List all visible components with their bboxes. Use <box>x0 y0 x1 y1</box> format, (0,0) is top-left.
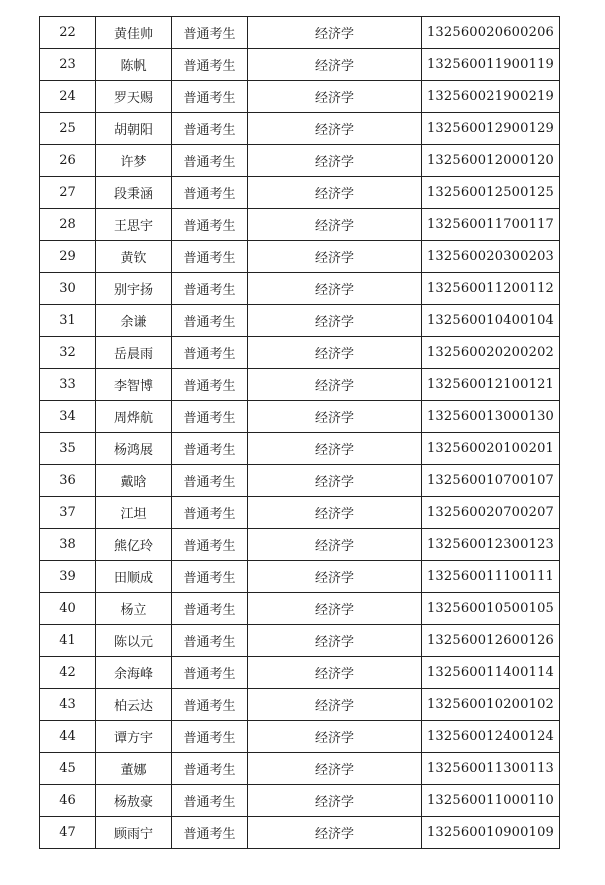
table-row <box>40 593 560 625</box>
major-name-cell: 经济学 <box>248 465 422 497</box>
major-name-cell: 经济学 <box>248 369 422 401</box>
row-number-cell: 22 <box>40 17 96 49</box>
row-number-cell: 37 <box>40 497 96 529</box>
major-name-cell: 经济学 <box>248 625 422 657</box>
candidate-id-cell: 132560011200112 <box>422 273 560 305</box>
candidate-type-cell: 普通考生 <box>172 689 248 721</box>
major-name-cell: 经济学 <box>248 721 422 753</box>
candidate-type-cell: 普通考生 <box>172 337 248 369</box>
candidate-name-cell: 杨鸿展 <box>96 433 172 465</box>
row-number-cell: 41 <box>40 625 96 657</box>
row-number-cell: 25 <box>40 113 96 145</box>
candidate-type-cell: 普通考生 <box>172 721 248 753</box>
candidate-id-cell: 132560020200202 <box>422 337 560 369</box>
major-name-cell: 经济学 <box>248 241 422 273</box>
major-name-cell: 经济学 <box>248 433 422 465</box>
candidate-name-cell: 杨敖豪 <box>96 785 172 817</box>
candidate-type-cell: 普通考生 <box>172 785 248 817</box>
row-number-cell: 28 <box>40 209 96 241</box>
candidate-type-cell: 普通考生 <box>172 625 248 657</box>
candidate-id-cell: 132560021900219 <box>422 81 560 113</box>
candidate-id-cell: 132560010400104 <box>422 305 560 337</box>
major-name-cell: 经济学 <box>248 337 422 369</box>
row-number-cell: 33 <box>40 369 96 401</box>
candidate-name-cell: 许梦 <box>96 145 172 177</box>
table-row <box>40 17 560 49</box>
major-name-cell: 经济学 <box>248 49 422 81</box>
candidate-type-cell: 普通考生 <box>172 433 248 465</box>
candidate-name-cell: 李智博 <box>96 369 172 401</box>
candidate-id-cell: 132560011300113 <box>422 753 560 785</box>
candidate-id-cell: 132560011000110 <box>422 785 560 817</box>
candidate-type-cell: 普通考生 <box>172 17 248 49</box>
major-name-cell: 经济学 <box>248 593 422 625</box>
candidate-name-cell: 胡朝阳 <box>96 113 172 145</box>
major-name-cell: 经济学 <box>248 401 422 433</box>
table-row <box>40 817 560 849</box>
table-row <box>40 145 560 177</box>
table-row <box>40 657 560 689</box>
candidate-name-cell: 余海峰 <box>96 657 172 689</box>
candidate-type-cell: 普通考生 <box>172 81 248 113</box>
row-number-cell: 24 <box>40 81 96 113</box>
candidate-type-cell: 普通考生 <box>172 529 248 561</box>
candidate-name-cell: 柏云达 <box>96 689 172 721</box>
candidate-id-cell: 132560011100111 <box>422 561 560 593</box>
candidate-type-cell: 普通考生 <box>172 657 248 689</box>
candidate-name-cell: 罗天赐 <box>96 81 172 113</box>
candidate-name-cell: 别宇扬 <box>96 273 172 305</box>
candidate-type-cell: 普通考生 <box>172 49 248 81</box>
major-name-cell: 经济学 <box>248 177 422 209</box>
candidate-name-cell: 黄佳帅 <box>96 17 172 49</box>
candidate-id-cell: 132560020700207 <box>422 497 560 529</box>
row-number-cell: 35 <box>40 433 96 465</box>
candidate-type-cell: 普通考生 <box>172 753 248 785</box>
row-number-cell: 23 <box>40 49 96 81</box>
candidate-name-cell: 戴晗 <box>96 465 172 497</box>
candidate-type-cell: 普通考生 <box>172 241 248 273</box>
row-number-cell: 31 <box>40 305 96 337</box>
candidate-id-cell: 132560012100121 <box>422 369 560 401</box>
candidate-name-cell: 黄钦 <box>96 241 172 273</box>
candidate-type-cell: 普通考生 <box>172 817 248 849</box>
table-row <box>40 113 560 145</box>
table-row <box>40 561 560 593</box>
candidate-id-cell: 132560010500105 <box>422 593 560 625</box>
candidate-name-cell: 董娜 <box>96 753 172 785</box>
candidate-id-cell: 132560010700107 <box>422 465 560 497</box>
candidate-name-cell: 周烨航 <box>96 401 172 433</box>
candidate-id-cell: 132560012000120 <box>422 145 560 177</box>
row-number-cell: 39 <box>40 561 96 593</box>
major-name-cell: 经济学 <box>248 753 422 785</box>
major-name-cell: 经济学 <box>248 209 422 241</box>
major-name-cell: 经济学 <box>248 689 422 721</box>
candidate-id-cell: 132560012600126 <box>422 625 560 657</box>
row-number-cell: 42 <box>40 657 96 689</box>
candidate-type-cell: 普通考生 <box>172 369 248 401</box>
candidate-name-cell: 陈帆 <box>96 49 172 81</box>
table-row <box>40 433 560 465</box>
candidate-id-cell: 132560020100201 <box>422 433 560 465</box>
major-name-cell: 经济学 <box>248 305 422 337</box>
candidate-id-cell: 132560012500125 <box>422 177 560 209</box>
candidate-name-cell: 段秉涵 <box>96 177 172 209</box>
candidate-name-cell: 余谦 <box>96 305 172 337</box>
row-number-cell: 46 <box>40 785 96 817</box>
table-row <box>40 465 560 497</box>
table-row <box>40 209 560 241</box>
candidate-id-cell: 132560011700117 <box>422 209 560 241</box>
row-number-cell: 34 <box>40 401 96 433</box>
row-number-cell: 43 <box>40 689 96 721</box>
table-row <box>40 81 560 113</box>
table-row <box>40 753 560 785</box>
table-row <box>40 49 560 81</box>
candidate-type-cell: 普通考生 <box>172 145 248 177</box>
candidate-id-cell: 132560012300123 <box>422 529 560 561</box>
candidate-type-cell: 普通考生 <box>172 465 248 497</box>
table-row <box>40 529 560 561</box>
major-name-cell: 经济学 <box>248 561 422 593</box>
candidate-name-cell: 陈以元 <box>96 625 172 657</box>
table-row <box>40 689 560 721</box>
major-name-cell: 经济学 <box>248 17 422 49</box>
table-row <box>40 625 560 657</box>
candidate-name-cell: 顾雨宁 <box>96 817 172 849</box>
candidate-name-cell: 田顺成 <box>96 561 172 593</box>
row-number-cell: 26 <box>40 145 96 177</box>
table-row <box>40 177 560 209</box>
candidate-name-cell: 杨立 <box>96 593 172 625</box>
major-name-cell: 经济学 <box>248 497 422 529</box>
row-number-cell: 29 <box>40 241 96 273</box>
table-row <box>40 337 560 369</box>
row-number-cell: 38 <box>40 529 96 561</box>
row-number-cell: 36 <box>40 465 96 497</box>
candidate-type-cell: 普通考生 <box>172 593 248 625</box>
row-number-cell: 44 <box>40 721 96 753</box>
candidate-type-cell: 普通考生 <box>172 273 248 305</box>
candidate-name-cell: 熊亿玲 <box>96 529 172 561</box>
roster-body <box>40 17 560 849</box>
major-name-cell: 经济学 <box>248 785 422 817</box>
candidate-roster-table <box>39 16 560 849</box>
candidate-name-cell: 谭方宇 <box>96 721 172 753</box>
table-row <box>40 721 560 753</box>
major-name-cell: 经济学 <box>248 81 422 113</box>
candidate-id-cell: 132560010200102 <box>422 689 560 721</box>
candidate-type-cell: 普通考生 <box>172 561 248 593</box>
major-name-cell: 经济学 <box>248 273 422 305</box>
candidate-name-cell: 王思宇 <box>96 209 172 241</box>
candidate-type-cell: 普通考生 <box>172 209 248 241</box>
table-row <box>40 241 560 273</box>
table-row <box>40 785 560 817</box>
table-row <box>40 305 560 337</box>
major-name-cell: 经济学 <box>248 145 422 177</box>
candidate-type-cell: 普通考生 <box>172 305 248 337</box>
candidate-type-cell: 普通考生 <box>172 497 248 529</box>
candidate-id-cell: 132560013000130 <box>422 401 560 433</box>
candidate-id-cell: 132560020300203 <box>422 241 560 273</box>
candidate-id-cell: 132560012400124 <box>422 721 560 753</box>
major-name-cell: 经济学 <box>248 529 422 561</box>
candidate-type-cell: 普通考生 <box>172 401 248 433</box>
major-name-cell: 经济学 <box>248 657 422 689</box>
major-name-cell: 经济学 <box>248 113 422 145</box>
row-number-cell: 40 <box>40 593 96 625</box>
table-row <box>40 401 560 433</box>
table-row <box>40 497 560 529</box>
table-row <box>40 273 560 305</box>
row-number-cell: 30 <box>40 273 96 305</box>
candidate-id-cell: 132560020600206 <box>422 17 560 49</box>
candidate-id-cell: 132560011400114 <box>422 657 560 689</box>
candidate-name-cell: 岳晨雨 <box>96 337 172 369</box>
row-number-cell: 47 <box>40 817 96 849</box>
row-number-cell: 27 <box>40 177 96 209</box>
candidate-type-cell: 普通考生 <box>172 113 248 145</box>
candidate-id-cell: 132560011900119 <box>422 49 560 81</box>
candidate-id-cell: 132560012900129 <box>422 113 560 145</box>
table-row <box>40 369 560 401</box>
candidate-type-cell: 普通考生 <box>172 177 248 209</box>
candidate-name-cell: 江坦 <box>96 497 172 529</box>
major-name-cell: 经济学 <box>248 817 422 849</box>
candidate-id-cell: 132560010900109 <box>422 817 560 849</box>
row-number-cell: 32 <box>40 337 96 369</box>
row-number-cell: 45 <box>40 753 96 785</box>
